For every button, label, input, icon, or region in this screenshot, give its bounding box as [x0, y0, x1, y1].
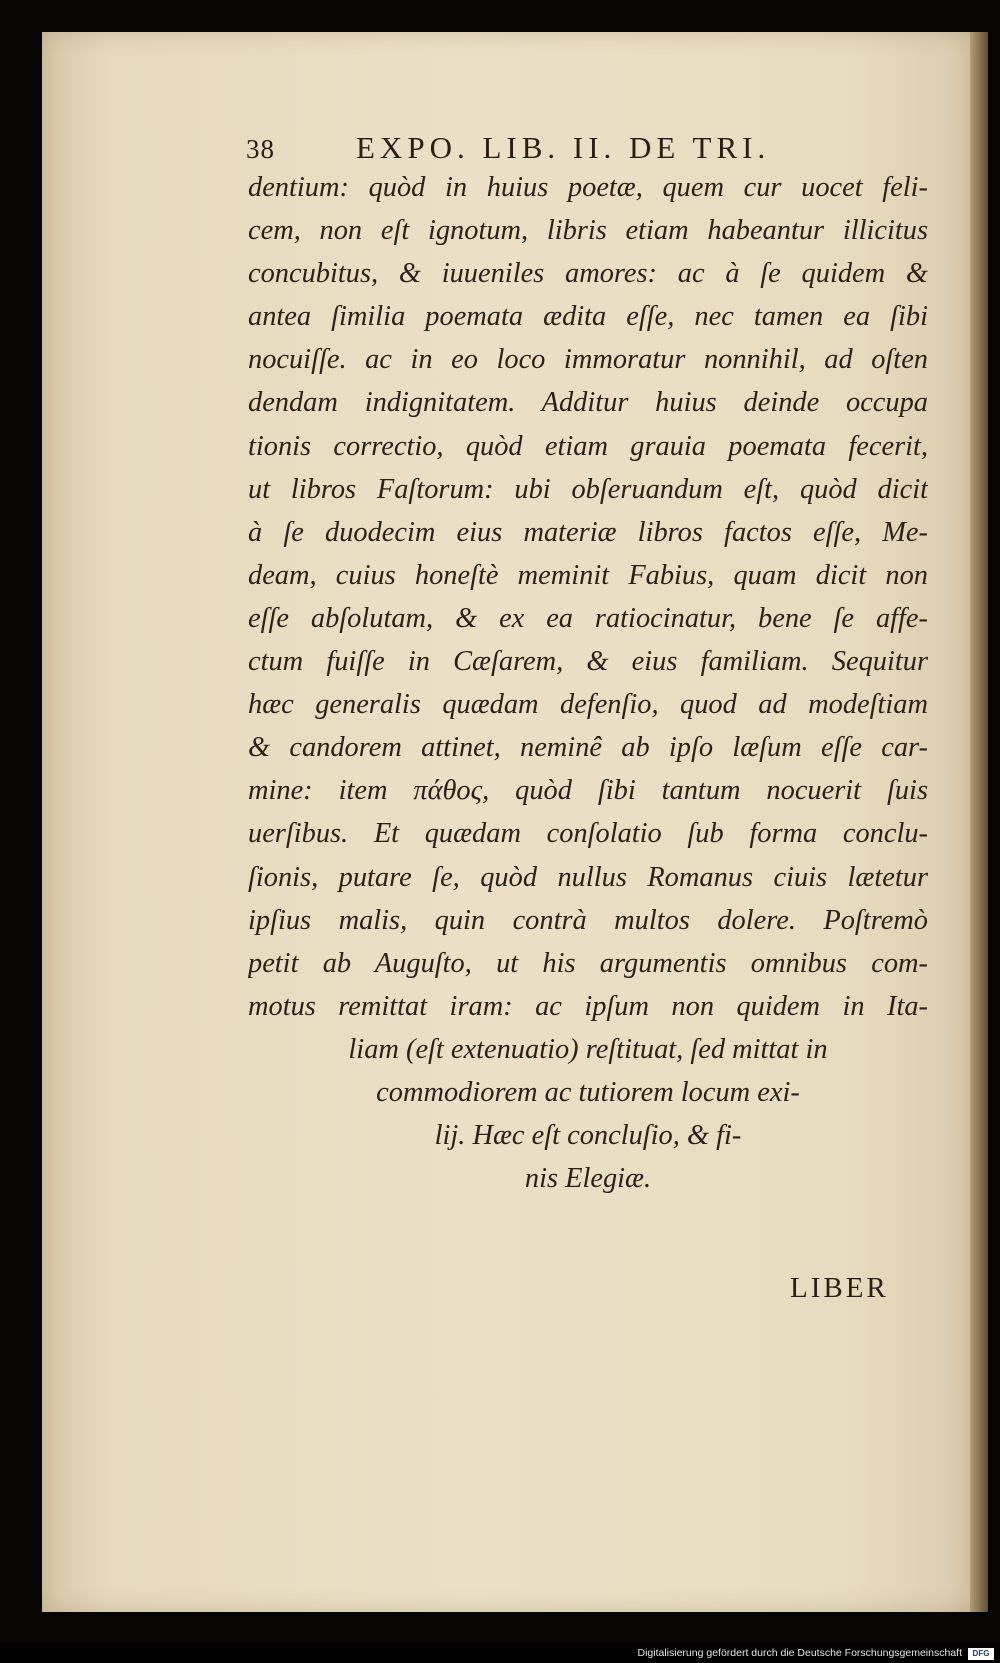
text-line: commodiorem ac tutiorem locum exi-	[376, 1076, 800, 1108]
running-title: EXPO. LIB. II. DE TRI.	[356, 130, 771, 165]
text-line: ut libros Faſtorum: ubi obſeruandum eſt, quòd dicit	[248, 473, 928, 505]
text-line: ipſius malis, quin contrà multos dolere. Poſtremò	[248, 904, 928, 936]
text-line: liam (eſt extenuatio) reſtituat, ſed mittat in	[348, 1033, 828, 1065]
text-line: ctum fuiſſe in Cæſarem, & eius familiam. Sequitur	[248, 646, 928, 678]
footer-bar	[0, 1645, 1000, 1663]
text-line: petit ab Auguſto, ut his argumentis omnibus com-	[248, 947, 928, 979]
text-line: dendam indignitatem. Additur huius deinde occupa	[248, 387, 928, 419]
text-line: ſionis, putare ſe, quòd nullus Romanus ciuis lætetur	[248, 861, 928, 893]
catchword: LIBER	[790, 1272, 889, 1304]
funding-credit: Digitalisierung gefördert durch die Deutsche Forschungsgemeinschaft	[637, 1647, 962, 1659]
text-line: tionis correctio, quòd etiam grauia poemata fecerit,	[248, 430, 928, 462]
text-line: mine: item πάθος, quòd ſibi tantum nocuerit ſuis	[248, 775, 928, 807]
text-line: & candorem attinet, neminê ab ipſo læſum eſſe car-	[248, 732, 928, 764]
text-line: uerſibus. Et quædam conſolatio ſub forma conclu-	[248, 818, 928, 850]
text-line: motus remittat iram: ac ipſum non quidem in Ita-	[248, 990, 928, 1022]
text-line: nocuiſſe. ac in eo loco immoratur nonnihil, ad oſten	[248, 344, 928, 376]
text-line: hæc generalis quædam defenſio, quod ad modeſtiam	[248, 689, 928, 721]
text-line: nis Elegiæ.	[524, 1163, 652, 1195]
dfg-logo: DFG	[968, 1648, 994, 1660]
page-number: 38	[246, 134, 275, 164]
text-line: dentium: quòd in huius poetæ, quem cur uocet feli-	[248, 172, 928, 203]
body-text	[248, 166, 928, 1200]
text-line: concubitus, & iuueniles amores: ac à ſe quidem &	[248, 258, 928, 290]
text-line: à ſe duodecim eius materiæ libros factos eſſe, Me-	[248, 516, 928, 548]
text-line: eſſe abſolutam, & ex ea ratiocinatur, bene ſe affe-	[248, 602, 928, 634]
text-line: antea ſimilia poemata ædita eſſe, nec tamen ea ſibi	[248, 301, 928, 333]
text-line: cem, non eſt ignotum, libris etiam habeantur illicitus	[248, 215, 928, 247]
text-line: deam, cuius honeſtè meminit Fabius, quam dicit non	[248, 559, 928, 591]
page-edge	[970, 32, 988, 1612]
text-line: lij. Hæc eſt concluſio, & fi-	[434, 1120, 742, 1152]
